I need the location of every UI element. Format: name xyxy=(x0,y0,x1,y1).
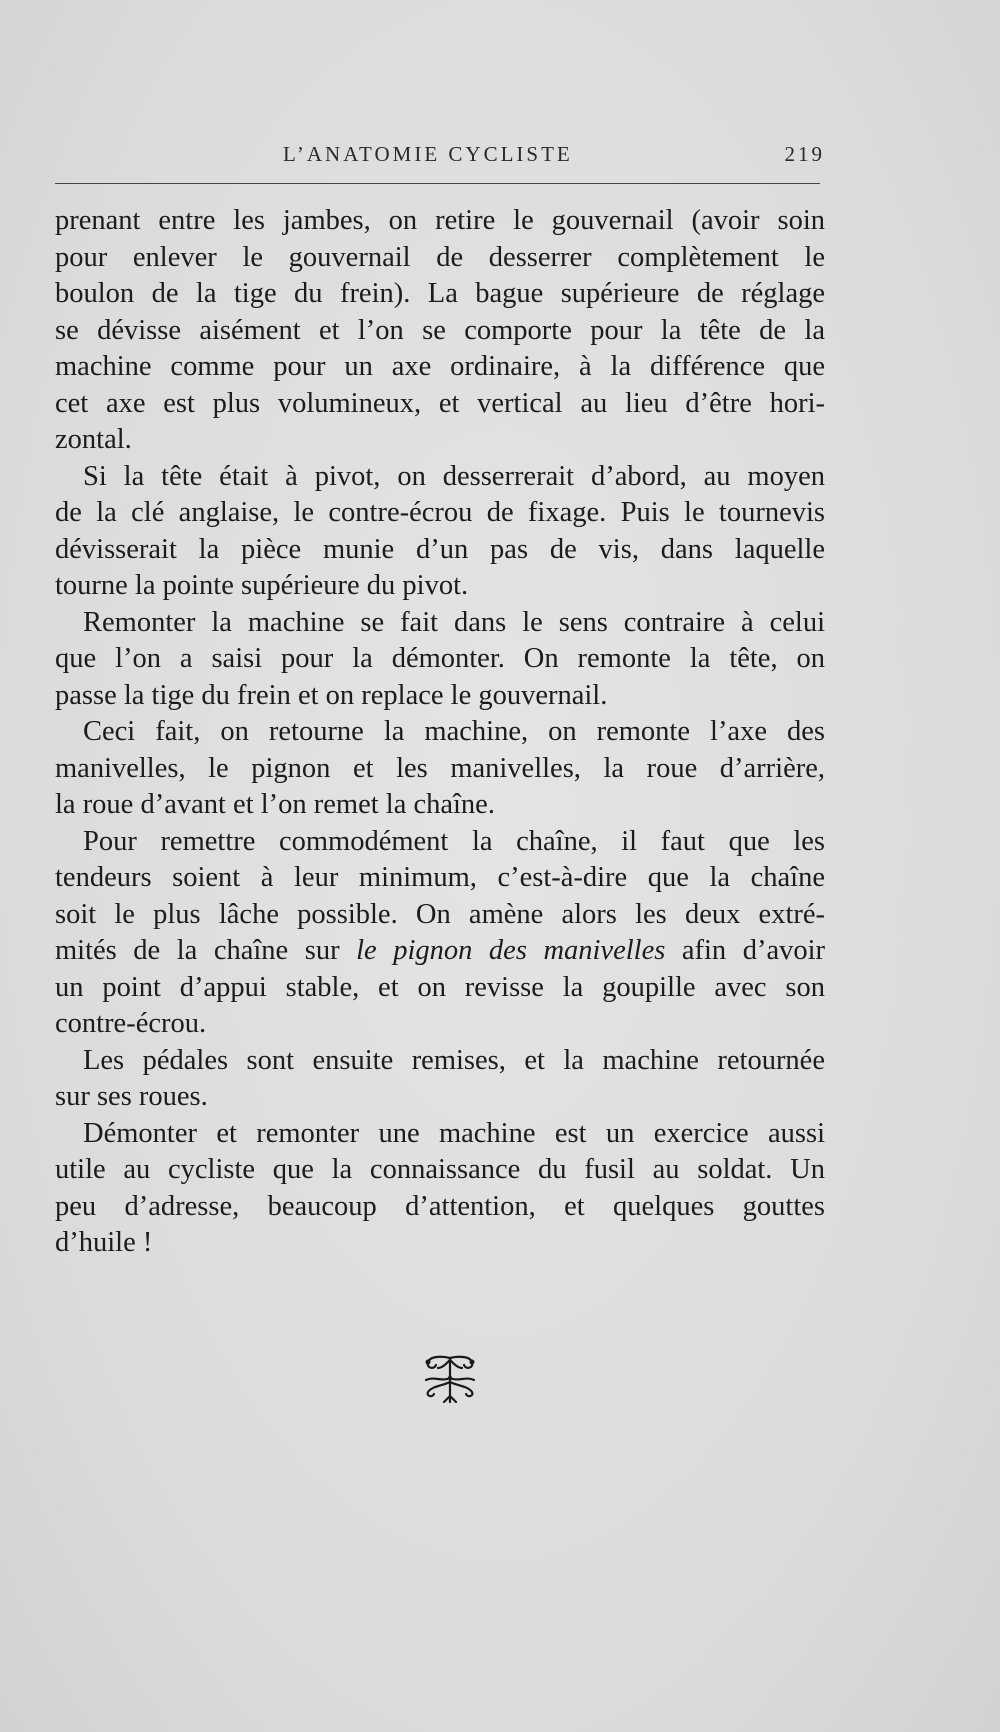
text-line: de la clé anglaise, le contre-écrou de fixage. Puis le tournevis xyxy=(55,497,825,528)
body-text xyxy=(55,203,825,1262)
paragraph-1 xyxy=(55,203,825,459)
text-line: manivelles, le pignon et les manivelles, la roue d’arrière, xyxy=(55,752,825,784)
page-number: 219 xyxy=(784,142,825,166)
text-line: cet axe est plus volumineux, et vertical au lieu d’être hori- xyxy=(55,387,825,419)
text-line: dévisserait la pièce munie d’un pas de vis, dans laquelle xyxy=(55,533,825,565)
text-line: boulon de la tige du frein). La bague supérieure de réglage xyxy=(55,278,825,309)
fleuron-ornament-icon xyxy=(420,1352,480,1408)
text-line: Démonter et remonter une machine est un exercice aussi xyxy=(83,1117,825,1149)
header-rule xyxy=(55,183,820,184)
text-line: d’huile ! xyxy=(55,1227,153,1258)
paragraph-3 xyxy=(55,605,825,715)
running-head xyxy=(55,142,825,178)
text-line-mixed xyxy=(55,933,825,970)
text-line: zontal. xyxy=(55,424,132,455)
text-line: peu d’adresse, beaucoup d’attention, et quelques gouttes xyxy=(55,1190,825,1222)
text-line: tourne la pointe supérieure du pivot. xyxy=(55,570,469,601)
text-segment: afin d’avoir xyxy=(681,935,826,966)
text-line: contre-écrou. xyxy=(55,1008,207,1039)
text-line: un point d’appui stable, et on revisse la goupille avec son xyxy=(55,971,825,1003)
text-line: soit le plus lâche possible. On amène alors les deux extré- xyxy=(55,898,825,930)
paragraph-4 xyxy=(55,714,825,824)
text-line: Remonter la machine se fait dans le sens contraire à celui xyxy=(83,606,825,638)
text-line: machine comme pour un axe ordinaire, à la différence que xyxy=(55,351,825,382)
text-line: Si la tête était à pivot, on desserrerait d’abord, au moyen xyxy=(83,460,825,492)
text-line: la roue d’avant et l’on remet la chaîne. xyxy=(55,789,495,820)
text-line: que l’on a saisi pour la démonter. On remonte la tête, on xyxy=(55,643,825,674)
text-line: sur ses roues. xyxy=(55,1081,208,1112)
text-segment: mités de la chaîne sur xyxy=(55,935,340,966)
paragraph-7 xyxy=(55,1116,825,1262)
text-line: passe la tige du frein et on replace le gouvernail. xyxy=(55,679,608,711)
text-line: Pour remettre commodément la chaîne, il faut que les xyxy=(83,825,825,857)
text-line: se dévisse aisément et l’on se comporte pour la tête de la xyxy=(55,314,825,346)
paragraph-2 xyxy=(55,459,825,605)
paragraph-5 xyxy=(55,824,825,1043)
text-line: Ceci fait, on retourne la machine, on remonte l’axe des xyxy=(83,716,825,747)
text-line: prenant entre les jambes, on retire le gouvernail (avoir soin xyxy=(55,205,825,236)
text-line: tendeurs soient à leur minimum, c’est-à-dire que la chaîne xyxy=(55,862,825,893)
text-line: Les pédales sont ensuite remises, et la machine retournée xyxy=(83,1044,825,1076)
italic-phrase: le pignon des manivelles xyxy=(356,935,666,966)
paragraph-6 xyxy=(55,1043,825,1116)
text-line: pour enlever le gouvernail de desserrer complètement le xyxy=(55,241,825,273)
text-line: utile au cycliste que la connaissance du fusil au soldat. Un xyxy=(55,1154,825,1185)
running-title: L’ANATOMIE CYCLISTE xyxy=(283,142,573,166)
